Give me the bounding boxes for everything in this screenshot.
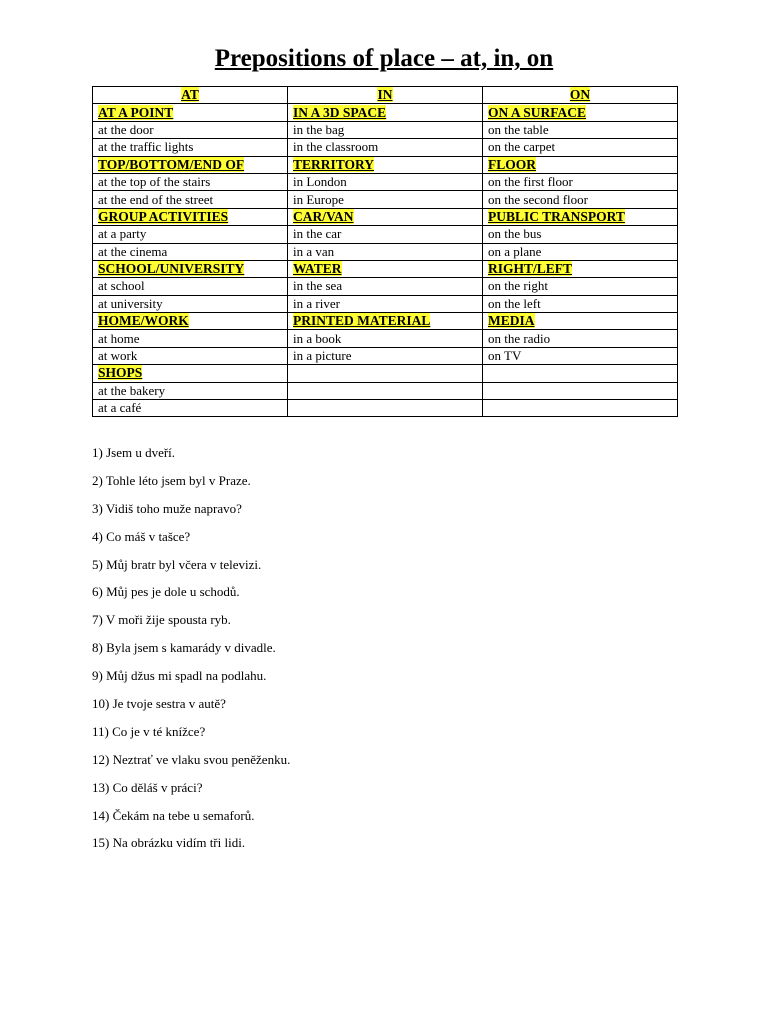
example-phrase: at the traffic lights: [98, 139, 194, 155]
table-row: [93, 400, 678, 417]
example-phrase: on TV: [488, 348, 522, 364]
example-phrase: on the first floor: [488, 174, 573, 190]
category-label: GROUP ACTIVITIES: [98, 208, 229, 224]
example-phrase: at the top of the stairs: [98, 174, 211, 190]
category-label: RIGHT/LEFT: [488, 261, 573, 277]
example-phrase: in the car: [293, 226, 342, 242]
table-row: [93, 330, 678, 347]
table-row: [93, 173, 678, 190]
category-label: PRINTED MATERIAL: [293, 313, 431, 329]
table-cell: [288, 382, 483, 399]
example-phrase: in the sea: [293, 278, 343, 294]
table-row: [93, 278, 678, 295]
table-cell: [93, 121, 288, 138]
table-cell: [483, 139, 678, 156]
example-phrase: at the bakery: [98, 382, 166, 398]
table-cell: [483, 365, 678, 382]
example-phrase: in a van: [293, 243, 335, 259]
category-label: FLOOR: [488, 156, 537, 172]
example-phrase: on the right: [488, 278, 548, 294]
category-row: [93, 104, 678, 121]
table-cell: [288, 226, 483, 243]
sentence-item: 9) Můj džus mi spadl na podlahu.: [92, 668, 267, 684]
table-cell: [288, 139, 483, 156]
table-cell: [483, 173, 678, 190]
table-row: [93, 139, 678, 156]
category-label: MEDIA: [488, 313, 535, 329]
sentence-item: 4) Co máš v tašce?: [92, 528, 191, 544]
category-label: PUBLIC TRANSPORT: [488, 208, 625, 224]
category-label: CAR/VAN: [293, 208, 354, 224]
category-label: SHOPS: [98, 365, 143, 381]
table-cell: [483, 347, 678, 364]
table-cell: [483, 330, 678, 347]
table-cell: [483, 313, 678, 330]
table-cell: [483, 278, 678, 295]
table-cell: [93, 243, 288, 260]
table-cell: [93, 330, 288, 347]
table-cell: [288, 173, 483, 190]
table-cell: [93, 295, 288, 312]
sentence-item: 10) Je tvoje sestra v autě?: [92, 696, 226, 712]
header-cell-at: [93, 87, 288, 104]
table-cell: [93, 382, 288, 399]
table-cell: [483, 208, 678, 225]
table-row: [93, 295, 678, 312]
example-phrase: at home: [98, 330, 140, 346]
table-cell: [288, 365, 483, 382]
table-row: [93, 121, 678, 138]
example-phrase: on the table: [488, 121, 549, 137]
sentence-item: 15) Na obrázku vidím tři lidi.: [92, 835, 246, 851]
table-cell: [288, 347, 483, 364]
table-cell: [483, 121, 678, 138]
table-row: [93, 191, 678, 208]
example-phrase: at the door: [98, 121, 154, 137]
table-row: [93, 382, 678, 399]
table-cell: [483, 260, 678, 277]
table-cell: [483, 156, 678, 173]
table-cell: [288, 191, 483, 208]
sentence-item: 14) Čekám na tebe u semaforů.: [92, 807, 255, 823]
header-at: AT: [181, 87, 199, 103]
table-cell: [93, 278, 288, 295]
example-phrase: at university: [98, 295, 163, 311]
category-label: IN A 3D SPACE: [293, 104, 387, 120]
example-phrase: at school: [98, 278, 145, 294]
example-phrase: in a book: [293, 330, 342, 346]
category-row: [93, 365, 678, 382]
category-label: TOP/BOTTOM/END OF: [98, 156, 245, 172]
example-phrase: on the bus: [488, 226, 542, 242]
table-cell: [288, 278, 483, 295]
table-row: [93, 243, 678, 260]
example-phrase: on the left: [488, 295, 541, 311]
category-label: WATER: [293, 261, 342, 277]
sentence-item: 12) Neztrať ve vlaku svou peněženku.: [92, 751, 291, 767]
table-cell: [288, 295, 483, 312]
table-cell: [93, 260, 288, 277]
table-cell: [483, 243, 678, 260]
example-phrase: at a party: [98, 226, 147, 242]
example-phrase: in London: [293, 174, 347, 190]
sentence-item: 1) Jsem u dveří.: [92, 445, 176, 460]
example-phrase: at a café: [98, 400, 142, 416]
sentence-item: 5) Můj bratr byl včera v televizi.: [92, 556, 262, 572]
example-phrase: in the classroom: [293, 139, 379, 155]
table-cell: [288, 243, 483, 260]
category-row: [93, 313, 678, 330]
prepositions-table: [92, 86, 678, 417]
table-cell: [93, 139, 288, 156]
table-cell: [93, 400, 288, 417]
header-cell-on: [483, 87, 678, 104]
sentence-item: 3) Vidiš toho muže napravo?: [92, 500, 242, 516]
example-phrase: in a picture: [293, 348, 352, 364]
table-cell: [93, 347, 288, 364]
sentence-item: 13) Co děláš v práci?: [92, 779, 203, 795]
table-cell: [93, 104, 288, 121]
table-cell: [288, 400, 483, 417]
table-header-row: [93, 87, 678, 104]
category-label: TERRITORY: [293, 156, 375, 172]
table-cell: [288, 104, 483, 121]
table-cell: [93, 226, 288, 243]
table-cell: [93, 365, 288, 382]
example-phrase: on the radio: [488, 330, 551, 346]
sentence-item: 7) V moři žije spousta ryb.: [92, 612, 231, 628]
table-cell: [483, 191, 678, 208]
sentence-item: 2) Tohle léto jsem byl v Praze.: [92, 472, 251, 488]
table-cell: [93, 208, 288, 225]
example-phrase: in Europe: [293, 191, 344, 207]
table-cell: [483, 226, 678, 243]
example-phrase: at the cinema: [98, 243, 168, 259]
sentence-item: 6) Můj pes je dole u schodů.: [92, 584, 240, 600]
table-cell: [288, 260, 483, 277]
example-phrase: on a plane: [488, 243, 542, 259]
header-in: IN: [377, 87, 393, 103]
table-row: [93, 226, 678, 243]
category-row: [93, 208, 678, 225]
example-phrase: at work: [98, 348, 138, 364]
table-row: [93, 347, 678, 364]
table-cell: [288, 330, 483, 347]
example-phrase: in the bag: [293, 121, 345, 137]
category-label: SCHOOL/UNIVERSITY: [98, 261, 245, 277]
category-label: HOME/WORK: [98, 313, 189, 329]
table-cell: [483, 295, 678, 312]
page-title: Prepositions of place – at, in, on: [214, 45, 554, 72]
table-cell: [483, 104, 678, 121]
example-phrase: on the second floor: [488, 191, 589, 207]
example-phrase: at the end of the street: [98, 191, 214, 207]
example-phrase: in a river: [293, 295, 340, 311]
table-cell: [483, 382, 678, 399]
sentence-item: 8) Byla jsem s kamarády v divadle.: [92, 640, 276, 656]
header-cell-in: [288, 87, 483, 104]
category-label: ON A SURFACE: [488, 104, 587, 120]
table-cell: [93, 191, 288, 208]
table-cell: [93, 313, 288, 330]
table-cell: [93, 156, 288, 173]
category-label: AT A POINT: [98, 104, 174, 120]
category-row: [93, 260, 678, 277]
category-row: [93, 156, 678, 173]
table-cell: [288, 313, 483, 330]
sentence-item: 11) Co je v té knížce?: [92, 723, 206, 739]
table-cell: [483, 400, 678, 417]
table-cell: [288, 156, 483, 173]
table-cell: [288, 208, 483, 225]
table-cell: [288, 121, 483, 138]
example-phrase: on the carpet: [488, 139, 556, 155]
exercise-sentences: [92, 444, 290, 862]
table-cell: [93, 173, 288, 190]
header-on: ON: [569, 87, 591, 103]
